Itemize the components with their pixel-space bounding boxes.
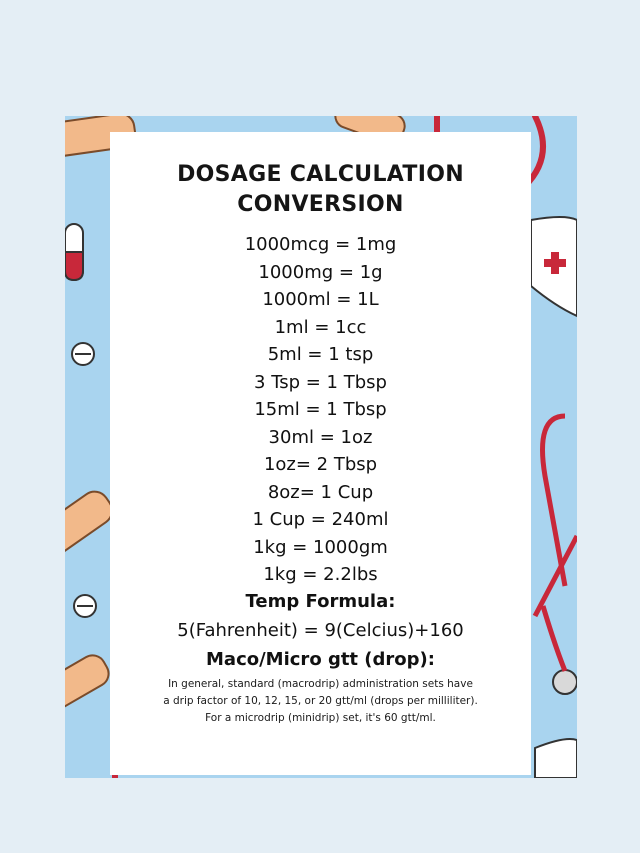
drop-description [128,676,513,727]
drop-line-1: In general, standard (macrodrip) administration sets have [168,678,473,690]
title-line-2: CONVERSION [237,192,404,217]
conversion-item: 1ml = 1cc [274,316,367,338]
pill-capsule-icon [65,224,83,280]
drop-heading: Maco/Micro gtt (drop): [206,649,435,670]
poster-frame [65,116,577,778]
conversion-item: 1kg = 2.2lbs [263,564,378,585]
conversion-item: 1oz= 2 Tbsp [263,454,378,475]
temp-formula: 5(Fahrenheit) = 9(Celcius)+160 [177,620,464,641]
nurse-cap-icon [535,739,577,778]
title-line-1: DOSAGE CALCULATION [177,162,464,187]
conversion-item: 1 Cup = 240ml [252,509,389,530]
conversion-item: 1kg = 1000gm [253,536,388,558]
conversion-item: 1000mg = 1g [258,261,383,283]
drop-line-2: a drip factor of 10, 12, 15, or 20 gtt/ml (drops per milliliter). [163,695,478,707]
tablet-icon [74,595,96,617]
conversion-item: 1000ml = 1L [262,289,379,310]
conversion-item: 30ml = 1oz [268,426,373,448]
conversion-item: 15ml = 1 Tbsp [254,399,387,420]
page-title [110,160,531,220]
conversion-card [110,132,531,775]
conversion-list [110,231,531,589]
conversion-item: 3 Tsp = 1 Tbsp [254,371,387,393]
stethoscope-icon [535,416,577,694]
nurse-cap-icon [531,217,577,316]
drop-line-3: For a microdrip (minidrip) set, it's 60 gtt/ml. [205,712,436,724]
bandage-icon [65,651,113,714]
temp-formula-heading: Temp Formula: [245,591,396,612]
conversion-item: 8oz= 1 Cup [267,481,374,503]
conversion-item: 5ml = 1 tsp [267,344,374,365]
conversion-item: 1000mcg = 1mg [244,234,397,255]
tablet-icon [72,343,94,365]
